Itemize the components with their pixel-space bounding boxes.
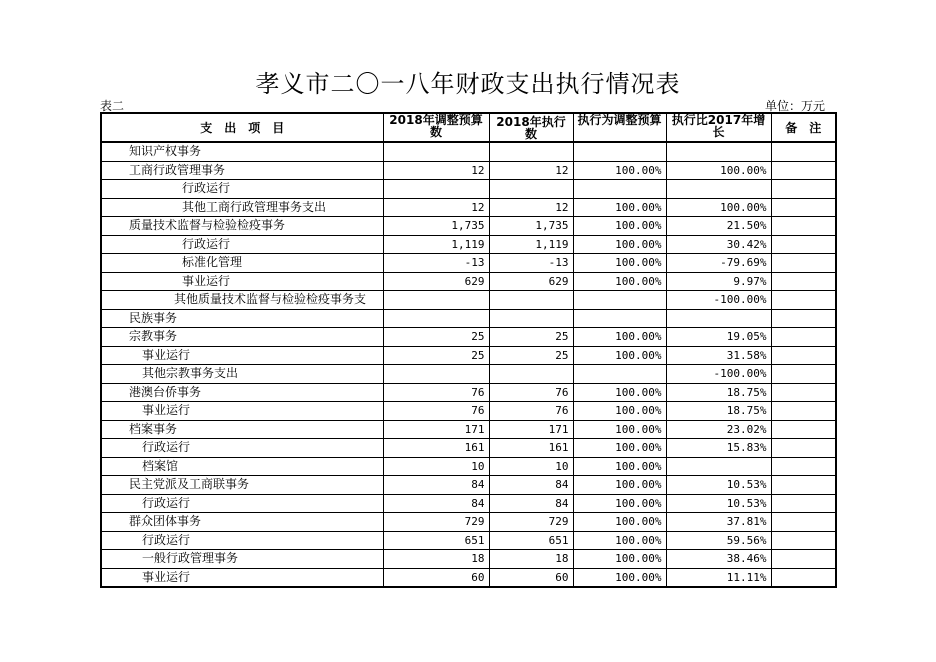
row-note	[771, 254, 836, 273]
header-note: 备 注	[771, 113, 836, 142]
row-note	[771, 235, 836, 254]
row-growth: 38.46%	[666, 550, 771, 569]
row-budget: -13	[383, 254, 489, 273]
row-growth: -100.00%	[666, 365, 771, 384]
row-name: 宗教事务	[101, 328, 383, 347]
row-name: 事业运行	[101, 346, 383, 365]
row-actual: 60	[489, 568, 573, 587]
row-growth: 100.00%	[666, 161, 771, 180]
row-note	[771, 568, 836, 587]
table-row	[101, 217, 836, 236]
row-actual: 84	[489, 476, 573, 495]
table-row	[101, 328, 836, 347]
row-budget: 1,119	[383, 235, 489, 254]
table-row	[101, 383, 836, 402]
row-budget: 25	[383, 328, 489, 347]
row-budget: 171	[383, 420, 489, 439]
row-name: 档案馆	[101, 457, 383, 476]
row-ratio	[573, 142, 666, 161]
row-note	[771, 420, 836, 439]
row-actual: 25	[489, 328, 573, 347]
row-growth: 18.75%	[666, 383, 771, 402]
row-actual: 25	[489, 346, 573, 365]
row-actual: 161	[489, 439, 573, 458]
row-budget	[383, 291, 489, 310]
row-growth	[666, 309, 771, 328]
table-row	[101, 291, 836, 310]
expenditure-table	[100, 112, 837, 588]
table-row	[101, 494, 836, 513]
row-ratio: 100.00%	[573, 420, 666, 439]
row-note	[771, 457, 836, 476]
row-growth: 18.75%	[666, 402, 771, 421]
row-name: 行政运行	[101, 235, 383, 254]
row-budget	[383, 309, 489, 328]
row-budget	[383, 142, 489, 161]
row-note	[771, 402, 836, 421]
row-ratio: 100.00%	[573, 531, 666, 550]
row-actual: -13	[489, 254, 573, 273]
table-row	[101, 309, 836, 328]
row-name: 民族事务	[101, 309, 383, 328]
row-note	[771, 383, 836, 402]
row-ratio: 100.00%	[573, 550, 666, 569]
row-budget	[383, 365, 489, 384]
row-actual: 76	[489, 383, 573, 402]
row-note	[771, 513, 836, 532]
row-growth	[666, 142, 771, 161]
row-budget: 60	[383, 568, 489, 587]
row-growth: 59.56%	[666, 531, 771, 550]
row-growth: 23.02%	[666, 420, 771, 439]
table-row	[101, 142, 836, 161]
row-ratio: 100.00%	[573, 402, 666, 421]
page-title: 孝义市二〇一八年财政支出执行情况表	[255, 70, 681, 98]
row-note	[771, 217, 836, 236]
table-row	[101, 476, 836, 495]
row-name: 群众团体事务	[101, 513, 383, 532]
table-row	[101, 180, 836, 199]
row-name: 标准化管理	[101, 254, 383, 273]
row-ratio	[573, 309, 666, 328]
table-row	[101, 513, 836, 532]
table-row	[101, 161, 836, 180]
row-ratio	[573, 365, 666, 384]
row-note	[771, 476, 836, 495]
header-actual: 2018年执行数	[489, 113, 573, 142]
row-actual: 651	[489, 531, 573, 550]
row-ratio: 100.00%	[573, 254, 666, 273]
row-budget: 729	[383, 513, 489, 532]
header-item: 支 出 项 目	[101, 113, 383, 142]
row-name: 工商行政管理事务	[101, 161, 383, 180]
row-ratio: 100.00%	[573, 568, 666, 587]
row-ratio: 100.00%	[573, 198, 666, 217]
row-ratio: 100.00%	[573, 346, 666, 365]
row-ratio	[573, 180, 666, 199]
row-name: 知识产权事务	[101, 142, 383, 161]
row-actual	[489, 365, 573, 384]
table-row	[101, 531, 836, 550]
row-budget: 12	[383, 198, 489, 217]
row-note	[771, 531, 836, 550]
row-growth: 31.58%	[666, 346, 771, 365]
row-ratio: 100.00%	[573, 476, 666, 495]
header-growth: 执行比2017年增长	[666, 113, 771, 142]
row-budget: 10	[383, 457, 489, 476]
row-actual: 76	[489, 402, 573, 421]
row-name: 行政运行	[101, 180, 383, 199]
row-budget	[383, 180, 489, 199]
row-ratio: 100.00%	[573, 383, 666, 402]
row-growth	[666, 180, 771, 199]
row-growth: -100.00%	[666, 291, 771, 310]
row-growth: 100.00%	[666, 198, 771, 217]
table-row	[101, 457, 836, 476]
row-note	[771, 272, 836, 291]
row-budget: 76	[383, 402, 489, 421]
row-note	[771, 142, 836, 161]
row-budget: 84	[383, 476, 489, 495]
row-name: 民主党派及工商联事务	[101, 476, 383, 495]
row-ratio: 100.00%	[573, 494, 666, 513]
header-budget: 2018年调整预算数	[383, 113, 489, 142]
row-ratio: 100.00%	[573, 513, 666, 532]
row-name: 行政运行	[101, 439, 383, 458]
row-name: 其他质量技术监督与检验检疫事务支	[101, 291, 383, 310]
row-budget: 18	[383, 550, 489, 569]
row-note	[771, 346, 836, 365]
row-actual	[489, 142, 573, 161]
row-note	[771, 439, 836, 458]
table-row	[101, 254, 836, 273]
row-note	[771, 309, 836, 328]
row-name: 一般行政管理事务	[101, 550, 383, 569]
row-actual: 1,119	[489, 235, 573, 254]
row-name: 档案事务	[101, 420, 383, 439]
row-name: 港澳台侨事务	[101, 383, 383, 402]
row-budget: 25	[383, 346, 489, 365]
row-ratio: 100.00%	[573, 328, 666, 347]
table-row	[101, 420, 836, 439]
table-row	[101, 568, 836, 587]
row-growth: 37.81%	[666, 513, 771, 532]
row-ratio	[573, 291, 666, 310]
row-note	[771, 198, 836, 217]
row-name: 事业运行	[101, 402, 383, 421]
row-budget: 629	[383, 272, 489, 291]
table-row	[101, 439, 836, 458]
header-row	[101, 113, 836, 142]
row-growth: 9.97%	[666, 272, 771, 291]
row-budget: 84	[383, 494, 489, 513]
table-row	[101, 550, 836, 569]
table-row	[101, 235, 836, 254]
row-actual: 18	[489, 550, 573, 569]
table-row	[101, 272, 836, 291]
row-actual: 84	[489, 494, 573, 513]
row-note	[771, 494, 836, 513]
row-budget: 76	[383, 383, 489, 402]
row-actual: 729	[489, 513, 573, 532]
row-ratio: 100.00%	[573, 217, 666, 236]
unit-label: 单位：万元	[765, 99, 826, 113]
row-name: 事业运行	[101, 272, 383, 291]
row-budget: 161	[383, 439, 489, 458]
row-growth: 19.05%	[666, 328, 771, 347]
row-growth: 10.53%	[666, 476, 771, 495]
row-note	[771, 180, 836, 199]
row-growth: 10.53%	[666, 494, 771, 513]
row-name: 质量技术监督与检验检疫事务	[101, 217, 383, 236]
row-actual: 12	[489, 198, 573, 217]
table-row	[101, 402, 836, 421]
row-growth: 11.11%	[666, 568, 771, 587]
row-actual: 1,735	[489, 217, 573, 236]
row-growth	[666, 457, 771, 476]
row-growth: 30.42%	[666, 235, 771, 254]
row-note	[771, 291, 836, 310]
row-actual: 10	[489, 457, 573, 476]
row-growth: 21.50%	[666, 217, 771, 236]
row-name: 其他工商行政管理事务支出	[101, 198, 383, 217]
row-actual: 12	[489, 161, 573, 180]
row-name: 事业运行	[101, 568, 383, 587]
header-ratio: 执行为调整预算	[573, 113, 666, 142]
row-actual: 629	[489, 272, 573, 291]
table-row	[101, 198, 836, 217]
row-name: 行政运行	[101, 531, 383, 550]
row-note	[771, 161, 836, 180]
row-name: 其他宗教事务支出	[101, 365, 383, 384]
row-note	[771, 550, 836, 569]
row-ratio: 100.00%	[573, 439, 666, 458]
row-actual: 171	[489, 420, 573, 439]
row-ratio: 100.00%	[573, 457, 666, 476]
row-ratio: 100.00%	[573, 272, 666, 291]
row-actual	[489, 309, 573, 328]
row-note	[771, 365, 836, 384]
table-row	[101, 365, 836, 384]
row-name: 行政运行	[101, 494, 383, 513]
row-note	[771, 328, 836, 347]
row-actual	[489, 291, 573, 310]
row-growth: 15.83%	[666, 439, 771, 458]
table-row	[101, 346, 836, 365]
row-ratio: 100.00%	[573, 235, 666, 254]
row-growth: -79.69%	[666, 254, 771, 273]
row-budget: 651	[383, 531, 489, 550]
row-budget: 12	[383, 161, 489, 180]
table-label: 表二	[100, 99, 125, 113]
row-budget: 1,735	[383, 217, 489, 236]
row-ratio: 100.00%	[573, 161, 666, 180]
row-actual	[489, 180, 573, 199]
